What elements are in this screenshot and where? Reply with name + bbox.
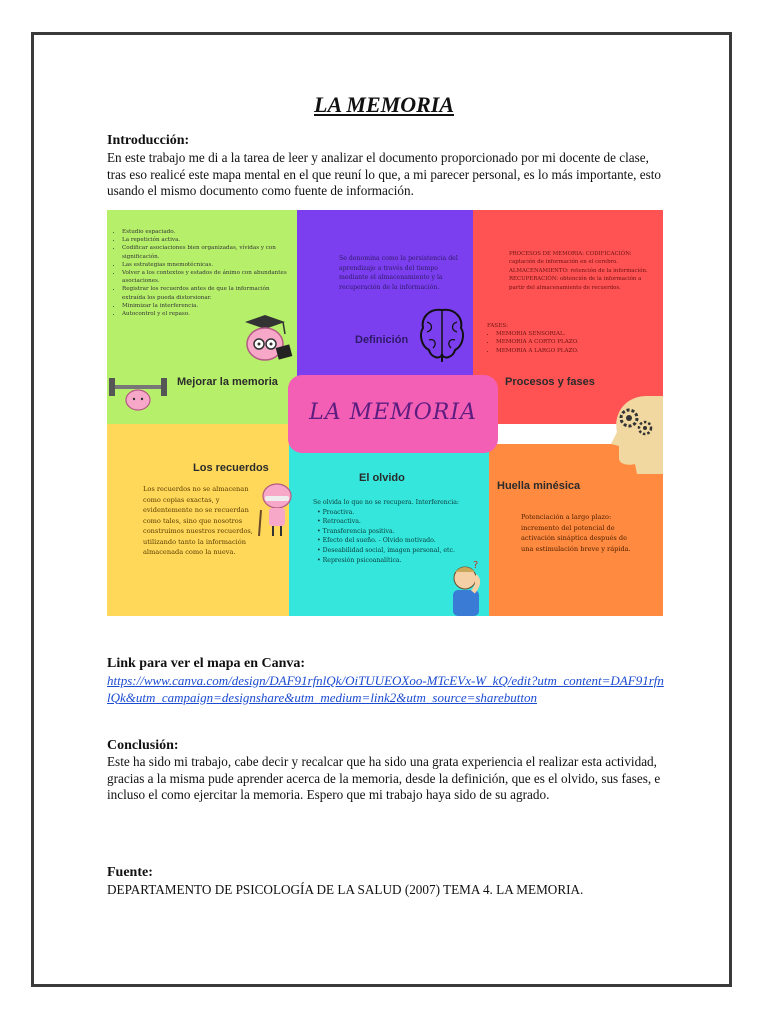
canva-link[interactable]: https://www.canva.com/design/DAF91rfnlQk/OiTUUEOXoo-MTcEVx-W_kQ/edit?utm_content=DAF91rfnlQk&utm_campaign=designshare&utm_medium=link2&utm_source=sharebutton: [107, 673, 664, 705]
mejorar-item: • Codificar asociaciones bien organizadas, vívidas y con significación.: [122, 244, 291, 260]
svg-text:?: ?: [473, 560, 479, 571]
brain-outline-icon: [415, 302, 469, 364]
olvido-item: • Represión psicoanalítica.: [317, 556, 402, 564]
fuente-heading: Fuente:: [107, 865, 153, 880]
center-title: LA MEMORIA: [309, 400, 477, 425]
mejorar-list: [113, 228, 291, 318]
procesos-text: PROCESOS DE MEMORIA: CODIFICACIÓN: captación de información en el cerebro. ALMACENAMIENTO: retención de la información. RECUPERACIÓN: obtención de la información a partir del almacenamiento de recuerdos.: [509, 251, 648, 291]
brain-graduate-icon: [235, 312, 295, 368]
mejorar-item: • Minimizar la interferencia.: [122, 302, 291, 310]
mejorar-item: • La repetición activa.: [122, 236, 291, 244]
confused-person-icon: [443, 556, 493, 616]
recuerdos-title: Los recuerdos: [193, 462, 269, 474]
mejorar-item: • Las estrategias mnemotécnicas.: [122, 261, 291, 269]
fase-item: • MEMORIA SENSORIAL.: [496, 330, 647, 338]
definicion-text: Se denomina como la persistencia del aprendizaje a través del tiempo mediante el almacenamiento y la recuperación de la información.: [339, 255, 458, 291]
canva-heading: Link para ver el mapa en Canva:: [107, 656, 306, 671]
olvido-item: • Transferencia positiva.: [317, 527, 395, 535]
fuente-text: DEPARTAMENTO DE PSICOLOGÍA DE LA SALUD (2007) TEMA 4. LA MEMORIA.: [107, 882, 584, 897]
olvido-item: • Deseabilidad social, imagen personal, etc.: [317, 546, 455, 554]
intro-heading: Introducción:: [107, 133, 190, 148]
fases-block: [487, 322, 647, 355]
document-title: LA MEMORIA: [314, 92, 454, 117]
fase-item: • MEMORIA A CORTO PLAZO.: [496, 338, 647, 346]
definicion-title: Definición: [355, 334, 409, 346]
olvido-title: El olvido: [359, 472, 405, 484]
intro-text: En este trabajo me di a la tarea de leer y analizar el documento proporcionado por mi docente de clase, tras eso realicé este mapa mental en el que reuní lo que, a mi parecer personal, es lo más importante, esto usando el mismo documento como fuente de información.: [107, 150, 662, 198]
fase-item: • MEMORIA A LARGO PLAZO.: [496, 347, 647, 355]
olvido-item: • Proactiva.: [317, 508, 355, 516]
fases-label: FASES:: [487, 323, 509, 329]
mejorar-item: • Registrar los recuerdos antes de que la información extraída los pueda distorsionar.: [122, 285, 291, 301]
olvido-item: • Efecto del sueño. - Olvido motivado.: [317, 537, 436, 545]
olvido-item: • Retroactiva.: [317, 518, 361, 526]
olvido-intro: Se olvida lo que no se recupera. Interferencia:: [313, 499, 459, 506]
huella-text: Potenciación a largo plazo: incremento del potencial de activación sináptica después de una estimulación breve y rápida.: [521, 513, 631, 553]
mejorar-item: • Estudio espaciado.: [122, 228, 291, 236]
recuerdos-text: Los recuerdos no se almacenan como copias exactas, y evidentemente no se recuerdan como tales, sino que nosotros construimos nuestros recuerdos, utilizando tanto la información almacenada como la nueva.: [143, 485, 253, 556]
mejorar-item: • Volver a los contextos y estados de ánimo con abundantes asociaciones.: [122, 269, 291, 285]
conclusion-heading: Conclusión:: [107, 738, 179, 753]
mejorar-title: Mejorar la memoria: [177, 376, 278, 388]
mejorar-item: • Autocontrol y el repaso.: [122, 310, 291, 318]
huella-title: Huella minésica: [497, 480, 581, 492]
head-gears-icon: [607, 392, 663, 474]
procesos-title: Procesos y fases: [505, 376, 595, 388]
old-brain-icon: [255, 480, 295, 540]
mind-map-image: [107, 210, 663, 616]
conclusion-text: Este ha sido mi trabajo, cabe decir y recalcar que ha sido una grata experiencia el realizar esta actividad, gracias a la misma pude aprender acerca de la memoria, desde la definición, que es el olvido, sus fases, e incluso el como ejercitar la memoria. Espero que mi trabajo haya sido de su agrado.: [107, 754, 661, 802]
brain-dumbbell-icon: [107, 372, 169, 414]
